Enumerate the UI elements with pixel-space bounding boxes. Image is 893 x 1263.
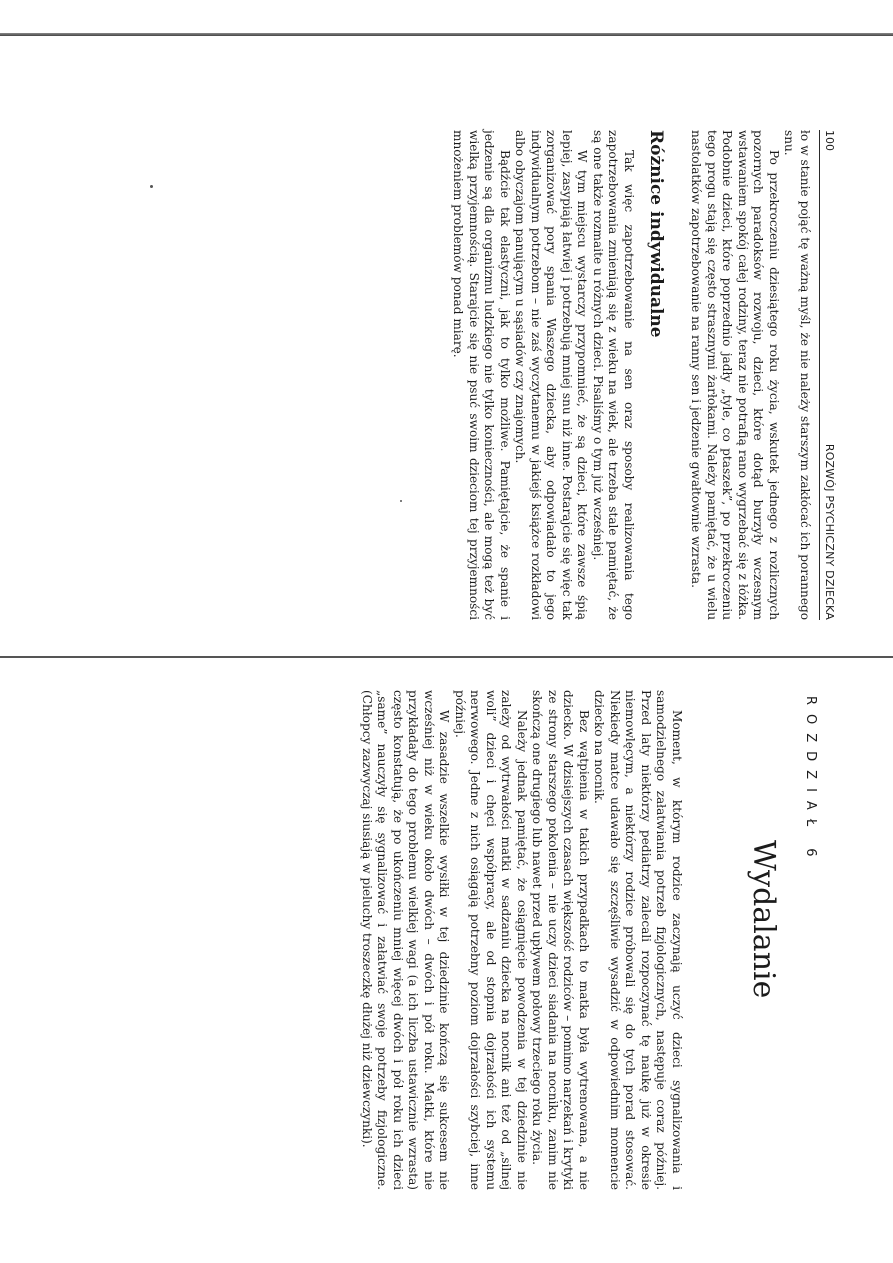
running-title: ROZWÓJ PSYCHICZNY DZIECKA bbox=[823, 443, 836, 620]
paragraph: Tak więc zapotrzebowanie na sen oraz sposoby realizowania tego zapotrzebowania zmieniają się z wieku na wiek, ale trzeba stale pamiętać, że są one także rozmaite u różnych dzieci. Pisaliśmy o tym już wcześniej. bbox=[591, 130, 636, 620]
book-page-chapter-6 bbox=[248, 690, 818, 1190]
book-page-100 bbox=[236, 130, 836, 620]
running-header bbox=[819, 130, 836, 620]
paragraph: ło w stanie pojąć tę ważną myśl, że nie należy starszym zakłócać ich porannego snu. bbox=[782, 130, 812, 620]
paragraph: Należy jednak pamiętać, że osiągnięcie powodzenia w tej dziedzinie nie zależy od wytrwałości matki w sadzaniu dziecka na nocnik ani też od „silnej woli” dzieci i chęci współpracy, ale od stopnia dojrzałości ich systemu nerwowego. Jedne z nich osiągają potrzebny poziom dojrzałości szybciej, inne później. bbox=[453, 690, 529, 1190]
section-body bbox=[450, 130, 636, 620]
page-number: 100 bbox=[823, 130, 836, 151]
paragraph: W zasadzie wszelkie wysiłki w tej dziedzinie kończą się sukcesem nie wcześniej niż w wieku około dwóch – dwóch i pół roku. Matki, które nie przykładały do tego problemu wielkiej wagi (a ich liczba ustawicznie wzrasta) często konstatują, że po ukończeniu mniej więcej dwóch i pół roku ich dzieci „same” nauczyły się sygnalizować i załatwiać swoje potrzeby fizjologiczne. (Chłopcy zazwyczaj siusiają w pieluchy troszeczkę dłużej niż dziewczynki). bbox=[360, 690, 452, 1190]
page-body bbox=[688, 130, 812, 620]
scan-speck bbox=[150, 185, 153, 188]
chapter-label: ROZDZIAŁ 6 bbox=[803, 696, 818, 866]
chapter-title: Wydalanie bbox=[746, 840, 781, 999]
paragraph: Bądźcie tak elastyczni, jak to tylko możliwe. Pamiętajcie, że spanie i jedzenie są dla organizmu ludzkiego nie tylko konieczności, ale mogą też być wielką przyjemnością. Starajcie się nie psuć swoim dzieciom tej przyjemności mnożeniem problemów ponad miarę. bbox=[451, 130, 512, 620]
paragraph: W tym miejscu wystarczy przypomnieć, że są dzieci, które zawsze śpią lepiej, zasypiają łatwiej i potrzebują mniej snu niż inne. Postarajcie się więc tak zorganizować pory spania Waszego dziecka, aby odpowiadało to jego indywidualnym potrzebom – nie zaś wyczytanemu w jakiejś książce rozkładowi albo obyczajom panującym u sąsiadów czy znajomych. bbox=[513, 130, 590, 620]
chapter-body bbox=[359, 690, 685, 1190]
paragraph: Po przekroczeniu dziesiątego roku życia, wskutek jednego z rozlicznych pozornych paradoksów rozwoju, dzieci, które dotąd burzyły wczesnym wstawaniem spokój całej rodziny, teraz nie potrafią rano wygrzebać się z łóżka. Podobnie dzieci, które poprzednio jadły „tyle, co ptaszek”, po przekroczeniu tego progu stają się często strasznymi żarłokami. Należy pamiętać, że u wielu nastolatków zapotrzebowanie na ranny sen i jedzenie gwałtownie wzrasta. bbox=[689, 130, 781, 620]
top-scan-edge bbox=[0, 33, 893, 36]
section-heading: Różnice indywidualne bbox=[646, 130, 666, 338]
paragraph: Moment, w którym rodzice zaczynają uczyć dzieci sygnalizowania i samodzielnego załatwiania potrzeb fizjologicznych, następuje coraz później. Przed laty niektórzy pediatrzy zalecali rozpoczynać tę naukę już w okresie niemowlęcym, a niektórzy rodzice próbowali się do tych porad stosować. Niekiedy matce udawało się szczęśliwie wysadzić w odpowiednim momencie dziecko na nocnik. bbox=[592, 690, 684, 1190]
page-divider bbox=[0, 656, 893, 658]
paragraph: Bez wątpienia w takich przypadkach to matka była wytrenowana, a nie dziecko. W dzisiejszych czasach większość rodziców – pomimo narzekań i krytyki ze strony starszego pokolenia – nie uczy dzieci siadania na nocniku, zanim nie skończą one drugiego lub nawet przed upływem połowy trzeciego roku życia. bbox=[530, 690, 591, 1190]
